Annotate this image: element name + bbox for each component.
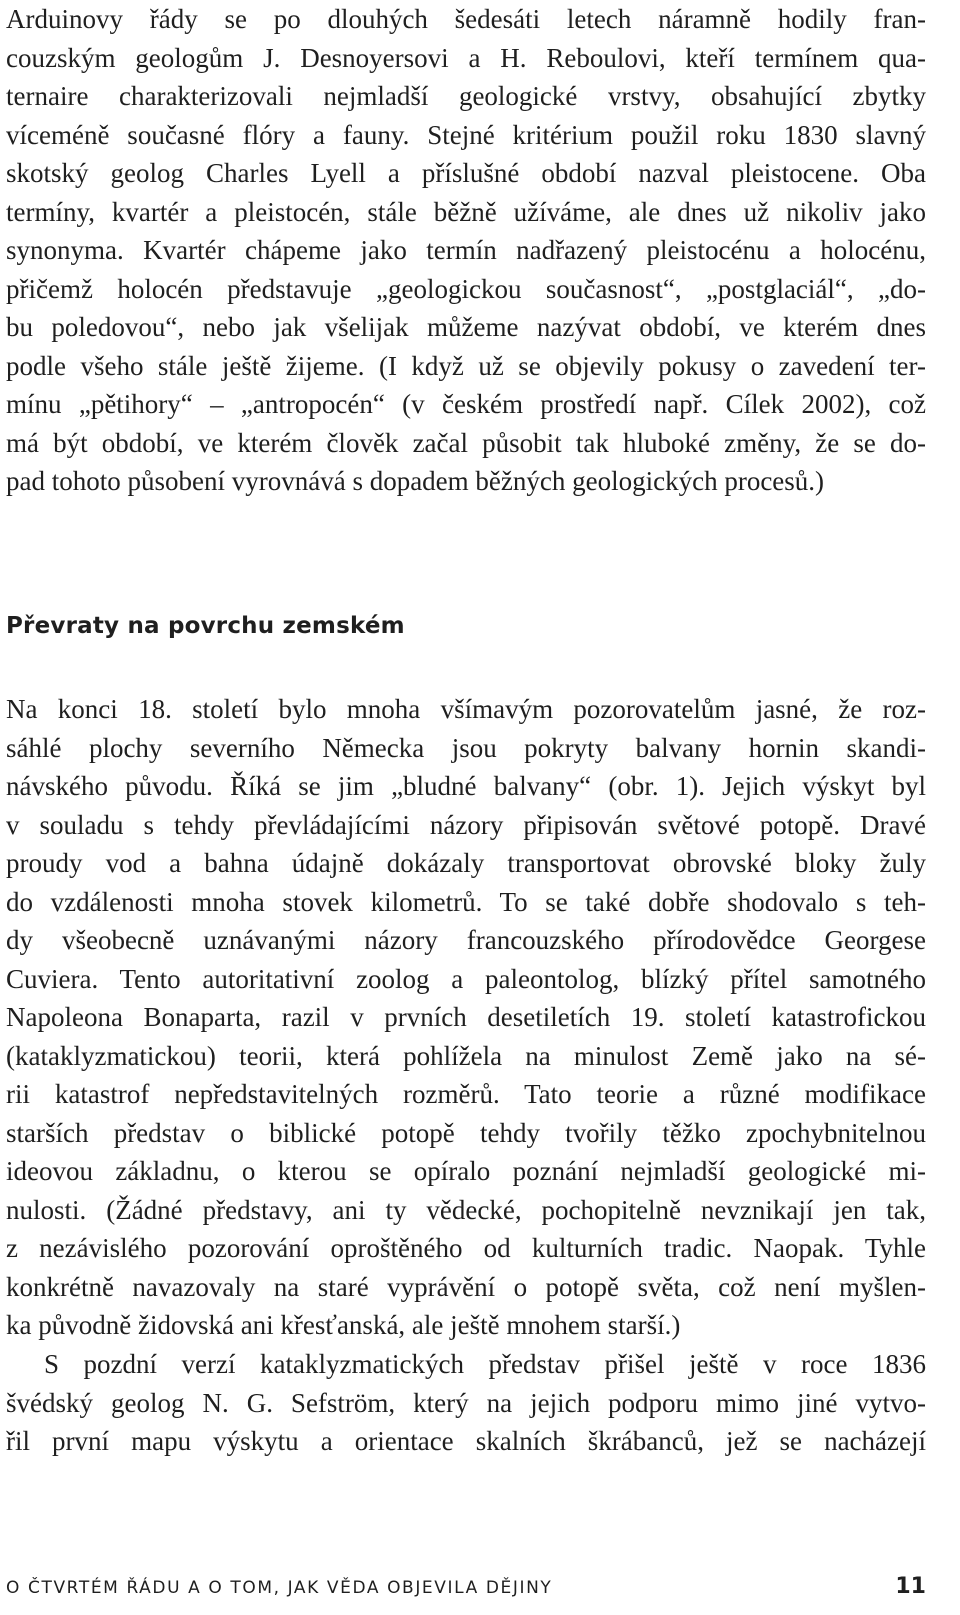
section-heading: Převraty na povrchu zemském: [6, 613, 405, 639]
text-line: nulosti. (Žádné představy, ani ty vědecké, pochopitelně nevznikají jen tak,: [6, 1194, 926, 1225]
text-line: do vzdálenosti mnoha stovek kilometrů. To se také dobře shodovalo s teh-: [6, 886, 926, 917]
text-line: pad tohoto působení vyrovnává s dopadem běžných geologických procesů.): [6, 466, 825, 496]
text-line: z nezávislého pozorování oproštěného od kulturních tradic. Naopak. Tyhle: [6, 1233, 926, 1263]
text-line: mínu „pětihory“ – „antropocén“ (v českém prostředí např. Cílek 2002), což: [6, 389, 926, 419]
text-line: v souladu s tehdy převládajícími názory připisován světové potopě. Dravé: [6, 809, 926, 840]
text-line: (kataklyzmatickou) teorii, která pohlížela na minulost Země jako na sé-: [6, 1040, 926, 1071]
text-line: švédský geolog N. G. Sefström, který na jejich podporu mimo jiné vytvo-: [6, 1387, 926, 1418]
text-line: Arduinovy řády se po dlouhých šedesáti letech náramně hodily fran-: [6, 4, 926, 34]
paragraph-2: [6, 690, 926, 1345]
text-line: dy všeobecně uznávanými názory francouzského přírodovědce Georgese: [6, 925, 926, 955]
text-line: synonyma. Kvartér chápeme jako termín nadřazený pleistocénu a holocénu,: [6, 235, 926, 265]
text-line: návského původu. Říká se jim „bludné balvany“ (obr. 1). Jejich výskyt byl: [6, 771, 926, 801]
text-line: sáhlé plochy severního Německa jsou pokryty balvany hornin skandi-: [6, 732, 926, 763]
text-line: S pozdní verzí kataklyzmatických představ přišel ještě v roce 1836: [44, 1349, 926, 1379]
text-line: ideovou základnu, o kterou se opíralo poznání nejmladší geologické mi-: [6, 1156, 926, 1186]
text-line: ka původně židovská ani křesťanská, ale ještě mnohem starší.): [6, 1310, 681, 1340]
text-line: Napoleona Bonaparta, razil v prvních desetiletích 19. století katastrofickou: [6, 1002, 926, 1032]
text-line: skotský geolog Charles Lyell a příslušné období nazval pleistocene. Oba: [6, 158, 926, 188]
text-line: starších představ o biblické potopě tehdy tvořily těžko zpochybnitelnou: [6, 1117, 926, 1148]
text-line: Cuviera. Tento autoritativní zoolog a paleontolog, blízký přítel samotného: [6, 963, 926, 994]
text-line: má být období, ve kterém člověk začal působit tak hluboké změny, že se do-: [6, 427, 926, 458]
paragraph-1: [6, 0, 926, 501]
page-footer: [6, 1572, 926, 1602]
book-page: [6, 0, 926, 1615]
text-line: couzským geologům J. Desnoyersovi a H. Reboulovi, kteří termínem qua-: [6, 42, 926, 73]
text-line: bu poledovou“, nebo jak všelijak můžeme nazývat období, ve kterém dnes: [6, 312, 926, 342]
running-title: O ČTVRTÉM ŘÁDU A O TOM, JAK VĚDA OBJEVILA DĚJINY: [6, 1578, 553, 1598]
text-line: rii katastrof nepředstavitelných rozměrů. Tato teorie a různé modifikace: [6, 1079, 926, 1109]
text-line: přičemž holocén představuje „geologickou současnost“, „postglaciál“, „do-: [6, 273, 926, 304]
text-line: řil první mapu výskytu a orientace skalních škrábanců, jež se nacházejí: [6, 1426, 926, 1456]
paragraph-3: [6, 1345, 926, 1461]
text-line: ternaire charakterizovali nejmladší geologické vrstvy, obsahující zbytky: [6, 81, 926, 111]
page-number: 11: [895, 1574, 926, 1599]
text-line: konkrétně navazovaly na staré vyprávění o potopě světa, což není myšlen-: [6, 1271, 926, 1302]
text-line: proudy vod a bahna údajně dokázaly transportovat obrovské bloky žuly: [6, 848, 926, 878]
text-line: Na konci 18. století bylo mnoha všímavým pozorovatelům jasné, že roz-: [6, 694, 926, 724]
text-line: podle všeho stále ještě žijeme. (I když už se objevily pokusy o zavedení ter-: [6, 350, 926, 381]
text-line: víceméně současné flóry a fauny. Stejné kritérium použil roku 1830 slavný: [6, 119, 926, 150]
text-line: termíny, kvartér a pleistocén, stále běžně užíváme, ale dnes už nikoliv jako: [6, 196, 926, 227]
